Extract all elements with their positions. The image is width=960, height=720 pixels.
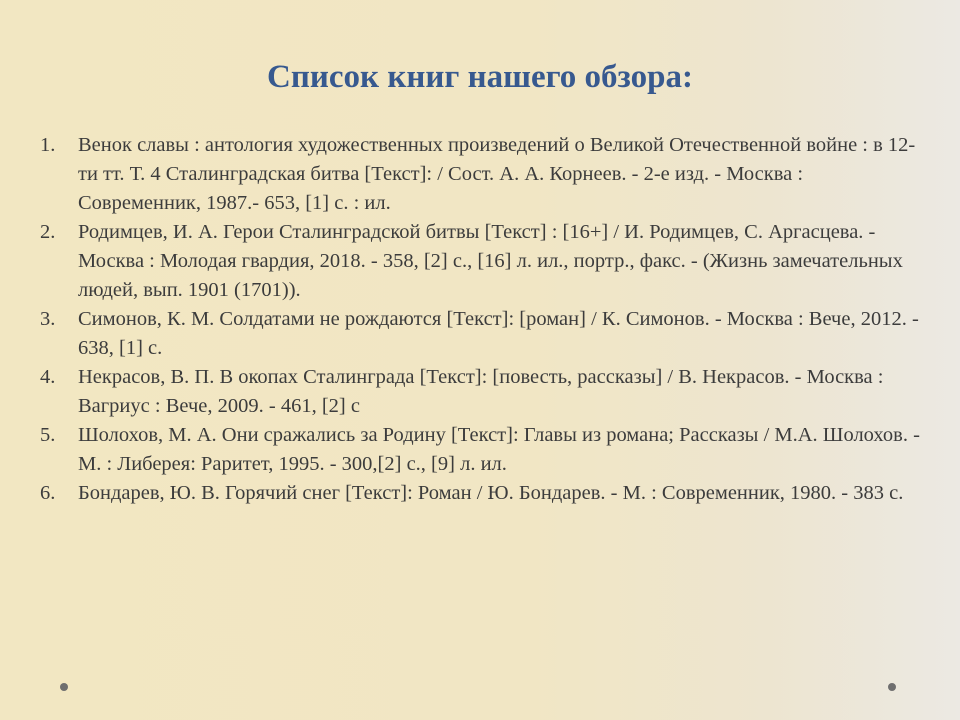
- list-item-text: Родимцев, И. А. Герои Сталинградской битвы [Текст] : [16+] / И. Родимцев, С. Аргасцева. - Москва : Молодая гвардия, 2018. - 358, [2] с., [16] л. ил., портр., факс. - (Жизнь замечательных людей, вып. 1901 (1701)).: [78, 221, 903, 301]
- list-item: [40, 479, 925, 508]
- book-list: [40, 131, 925, 508]
- list-item-number: 1.: [40, 134, 56, 156]
- list-item-number: 3.: [40, 308, 56, 330]
- list-item: [40, 131, 925, 218]
- list-item: [40, 363, 925, 421]
- list-item-text: Шолохов, М. А. Они сражались за Родину [Текст]: Главы из романа; Рассказы / М.А. Шолохов. - М. : Либерея: Раритет, 1995. - 300,[2] с., [9] л. ил.: [78, 424, 920, 475]
- list-item-number: 5.: [40, 424, 56, 446]
- list-item-text: Некрасов, В. П. В окопах Сталинграда [Текст]: [повесть, рассказы] / В. Некрасов. - Москва : Вагриус : Вече, 2009. - 461, [2] с: [78, 366, 884, 417]
- list-item: [40, 421, 925, 479]
- list-item-text: Бондарев, Ю. В. Горячий снег [Текст]: Роман / Ю. Бондарев. - М. : Современник, 1980. - 383 с.: [78, 482, 904, 504]
- list-item-number: 4.: [40, 366, 56, 388]
- page-title: Список книг нашего обзора:: [267, 59, 693, 95]
- decorative-dot-icon: [888, 683, 896, 691]
- list-item-text: Венок славы : антология художественных произведений о Великой Отечественной войне : в 12-ти тт. Т. 4 Сталинградская битва [Текст]: / Сост. А. А. Корнеев. - 2-е изд. - Москва : Современник, 1987.- 653, [1] с. : ил.: [78, 134, 916, 214]
- list-item-text: Симонов, К. М. Солдатами не рождаются [Текст]: [роман] / К. Симонов. - Москва : Вече, 2012. - 638, [1] с.: [78, 308, 919, 359]
- list-item: [40, 218, 925, 305]
- list-item-number: 2.: [40, 221, 56, 243]
- list-item: [40, 305, 925, 363]
- decorative-dot-icon: [60, 683, 68, 691]
- list-item-number: 6.: [40, 482, 56, 504]
